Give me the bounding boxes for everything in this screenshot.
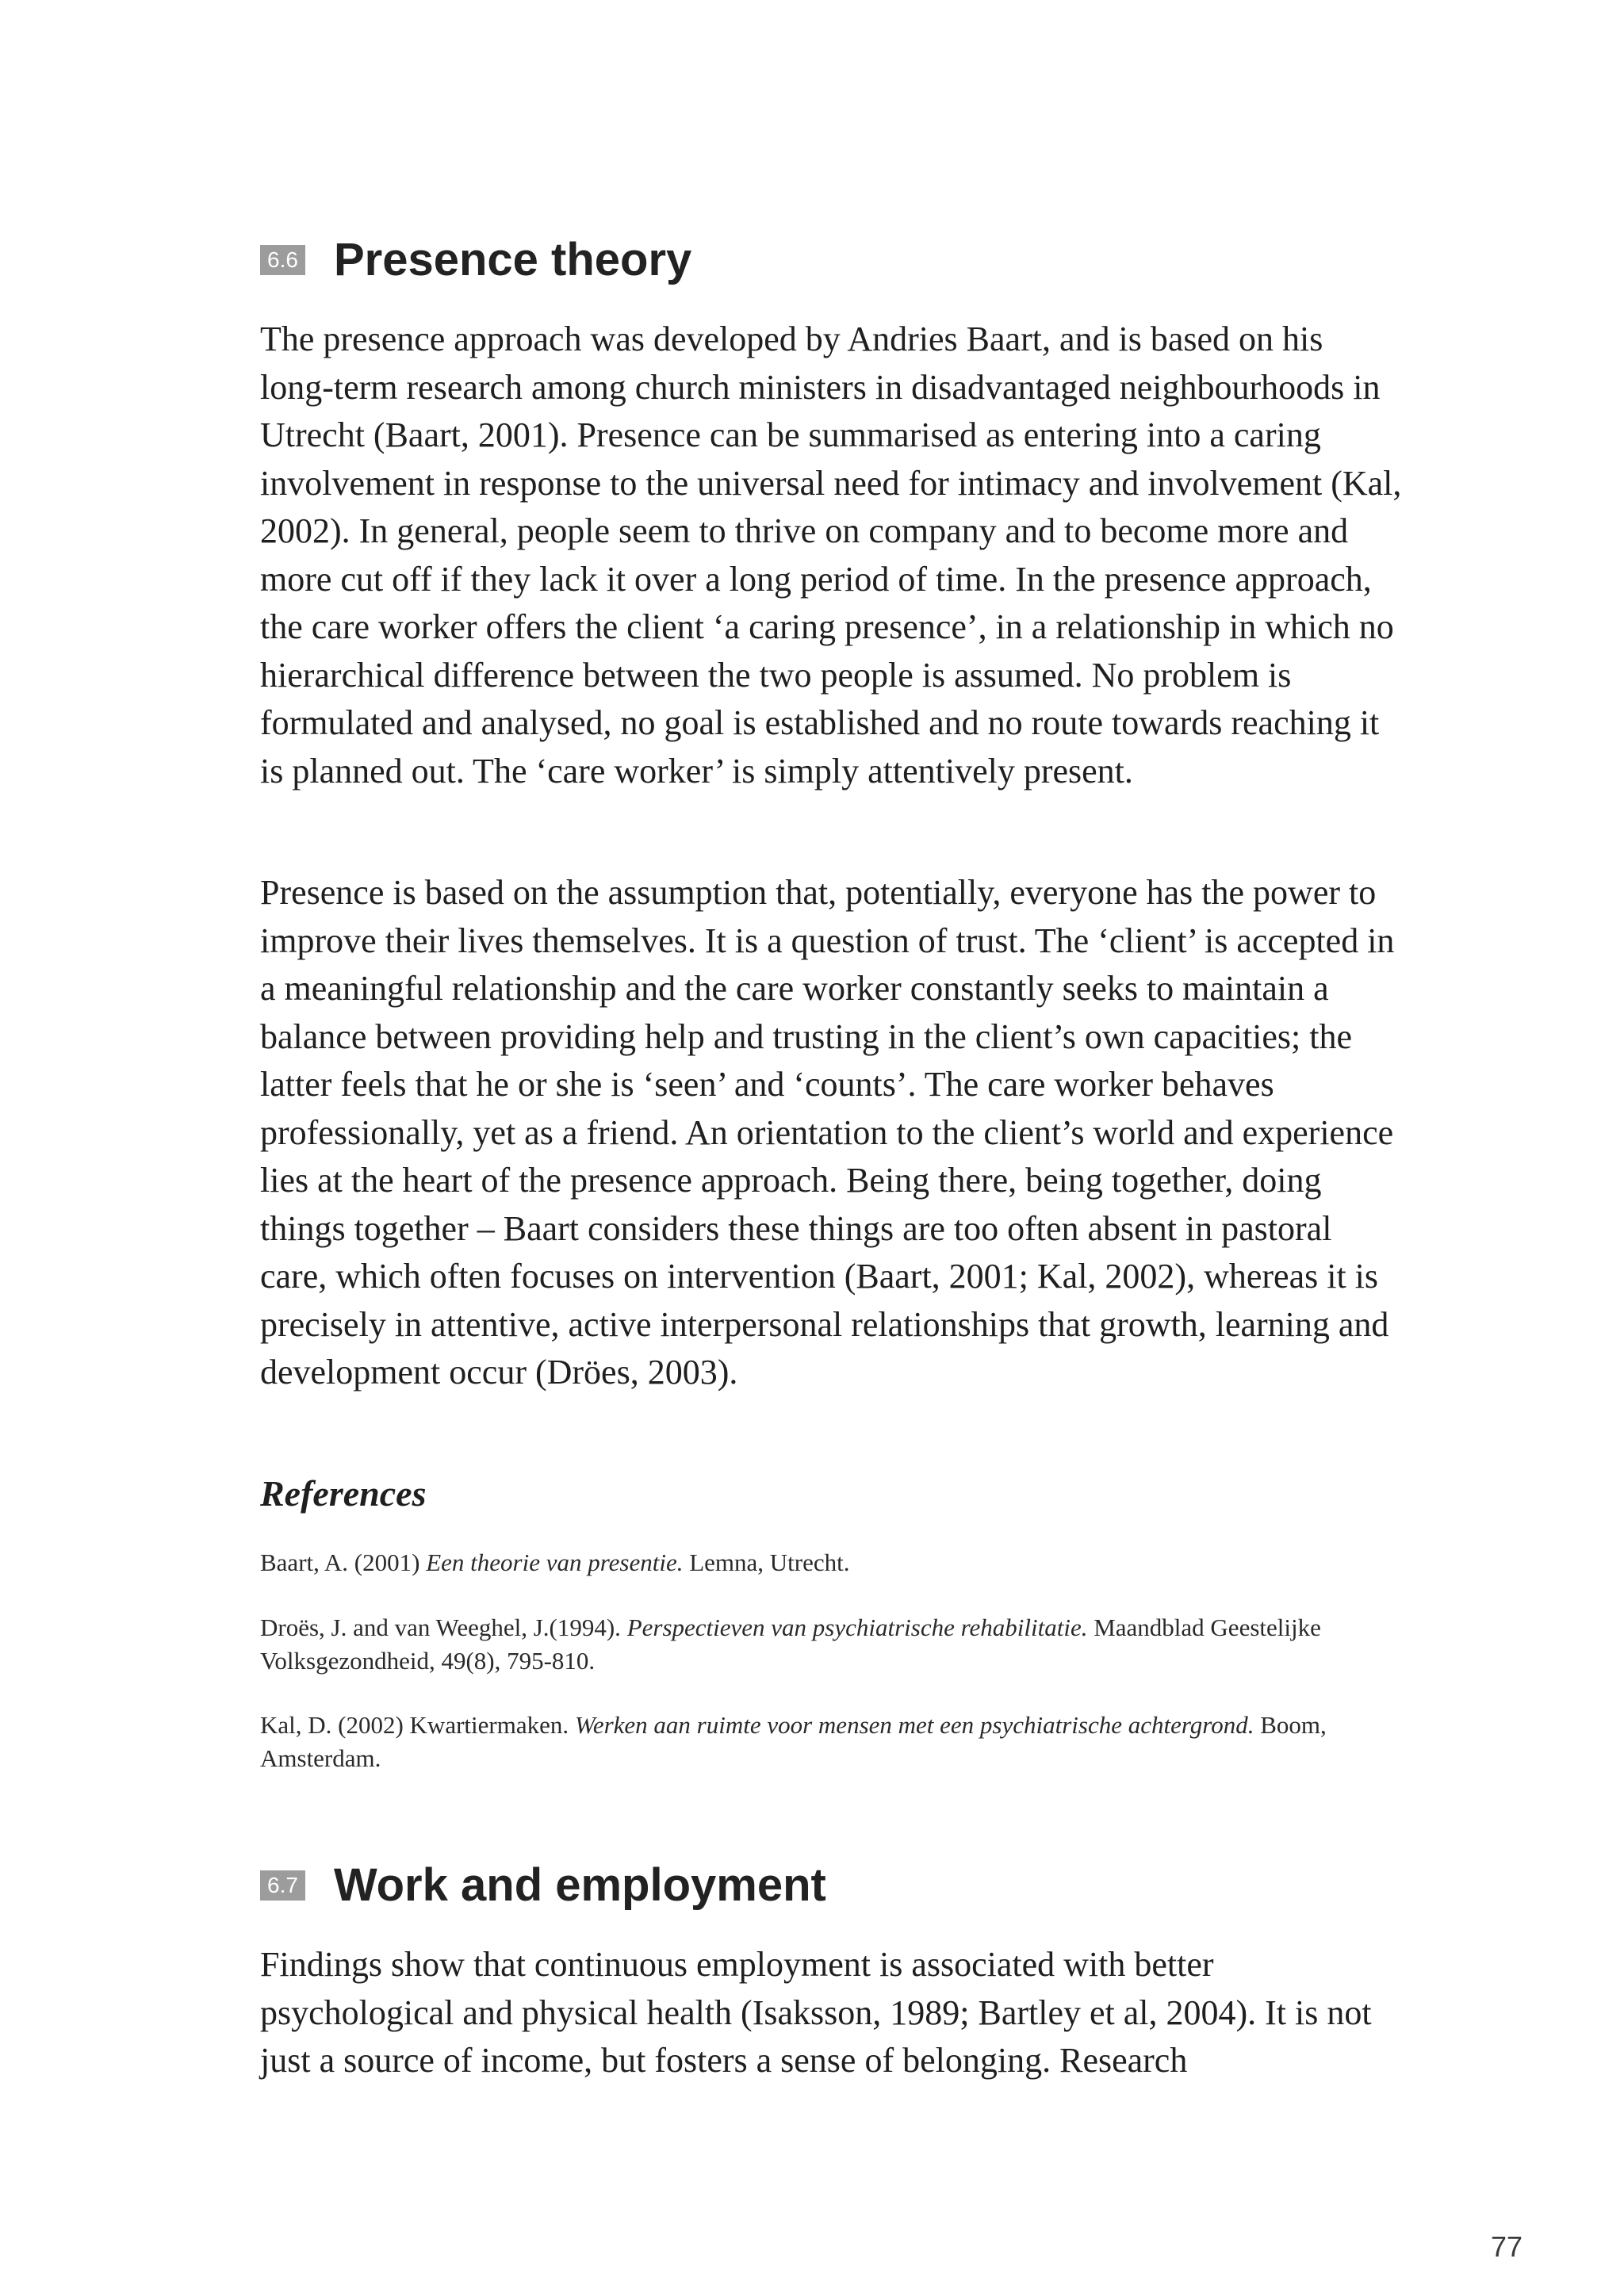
section-number-badge: 6.6 [260, 245, 305, 275]
body-paragraph: Findings show that continuous employment is associated with better psychological and physical health (Isaksson, 1989; Bartley et al, 2004). It is not just a source of income, but fosters a sense of belonging. Research [260, 1945, 1372, 2080]
reference-text: Boom, Amsterdam. [260, 1711, 1327, 1772]
reference-text: Lemna, Utrecht. [683, 1548, 850, 1576]
section-number-badge: 6.7 [260, 1870, 305, 1901]
body-paragraph: Presence is based on the assumption that, potentially, everyone has the power to improve their lives themselves. It is a question of trust. The ‘client’ is accepted in a meaningful relationship and the care worker constantly seeks to maintain a balance between providing help and trusting in the client’s own capacities; the latter feels that he or she is ‘seen’ and ‘counts’. The care worker behaves professionally, yet as a friend. An orientation to the client’s world and experience lies at the heart of the presence approach. Being there, being together, doing things together – Baart considers these things are too often absent in pastoral care, which often focuses on intervention (Baart, 2001; Kal, 2002), whereas it is precisely in attentive, active interpersonal relationships that growth, learning and development occur (Dröes, 2003). [260, 873, 1395, 1391]
body-paragraph: The presence approach was developed by Andries Baart, and is based on his long-term research among church ministers in disadvantaged neighbourhoods in Utrecht (Baart, 2001). Presence can be summarised as entering into a caring involvement in response to the universal need for intimacy and involvement (Kal, 2002). In general, people seem to thrive on company and to become more and more cut off if they lack it over a long period of time. In the presence approach, the care worker offers the client ‘a caring presence’, in a relationship in which no hierarchical difference between the two people is assumed. No problem is formulated and analysed, no goal is established and no route towards reaching it is planned out. The ‘care worker’ is simply attentively present. [260, 320, 1402, 790]
section-work-employment [260, 1855, 1402, 1916]
reference-entry [260, 1611, 1402, 1678]
reference-text: Maandblad Geestelijke Volksgezondheid, 49(8), 795-810. [260, 1614, 1321, 1675]
reference-text: Kal, D. (2002) Kwartiermaken. [260, 1711, 575, 1739]
section-heading [260, 230, 1402, 290]
reference-entry [260, 1546, 1402, 1579]
references-heading: References [260, 1473, 427, 1514]
section-presence-theory [260, 230, 1402, 290]
reference-title: Werken aan ruimte voor mensen met een psychiatrische achtergrond. [574, 1711, 1254, 1739]
page-number: 77 [1491, 2230, 1523, 2263]
reference-title: Perspectieven van psychiatrische rehabilitatie. [626, 1614, 1088, 1641]
reference-text: Droës, J. and van Weeghel, J.(1994). [260, 1614, 627, 1641]
reference-text: Baart, A. (2001) [260, 1548, 427, 1576]
reference-title: Een theorie van presentie. [426, 1548, 684, 1576]
section-title: Work and employment [333, 1859, 826, 1911]
reference-entry [260, 1709, 1402, 1775]
section-title: Presence theory [333, 234, 692, 285]
section-heading [260, 1855, 1402, 1916]
